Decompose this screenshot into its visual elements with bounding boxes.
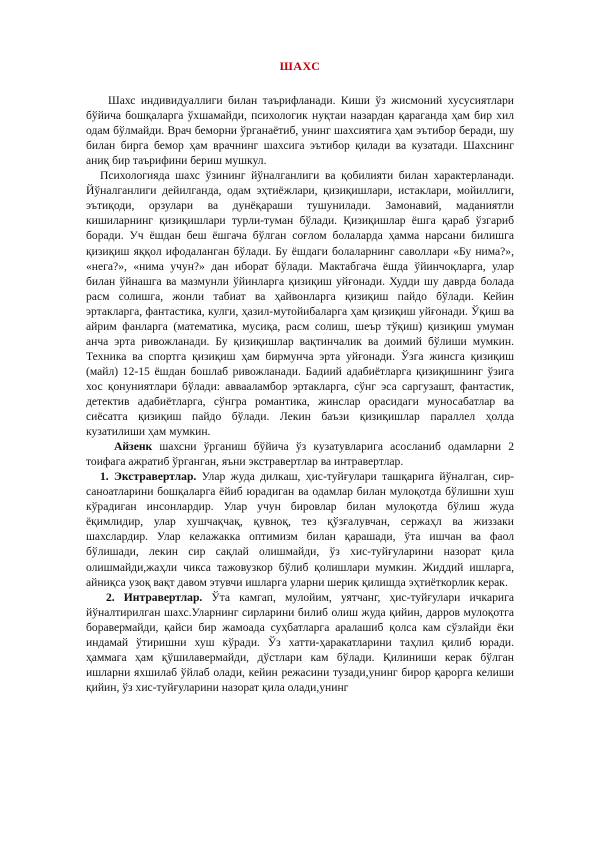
- eysenck-text: шахсни ўрганиш бўйича ўз кузатувларига асосланиб одамларни 2 тоифага ажратиб ўрганган, яъни экстравертлар ва интравертлар.: [86, 440, 514, 469]
- page-title: ШАХС: [279, 59, 321, 73]
- paragraph-eysenck: [86, 439, 514, 469]
- introverts-heading: 2. Интравертлар.: [106, 590, 203, 604]
- paragraph-introverts: [86, 590, 514, 695]
- introverts-text: Ўта камгап, мулойим, уятчанг, ҳис-туйғулари ичкарига йўналтирилган шахс.Уларнинг сирларини билиб олиш жуда қийин, дарров мулоқотга боравермайди, қайси бир жамоада суҳбатларга аралашиб қолса кам сўзлайди ёки индамай ўтиришни хуш кўради. Ўз хатти-ҳаракатларини таҳлил қилиб юради. ҳаммага ҳам қўшилавермайди, дўстлари кам бўлади. Қилиниши керак бўлган ишларни яхшилаб ўйлаб олади, кейин режасини тузади,унинг бирор қарорга келиши қийин, ўз хис-туйғуларини назорат қила олади,унинг: [86, 590, 514, 694]
- paragraph-orientation: Психологияда шахс ўзининг йўналганлиги ва қобилияти билан характерланади. Йўналганлиги дейилганда, одам эҳтиёжлари, қизиқишлари, истаклари, мойиллиги, эътиқоди, орзулари ва дунёқараши тушунилади. Замонавий, маданиятли кишиларнинг қизиқишлари турли-туман бўлади. Қизиқишлар ёшга қараб ўзгариб боради. Уч ёшдан беш ёшгача бўлган соғлом болаларда ҳамма нарсани билишга қизиқиш яққол ифодаланган бўлади. Бу ёшдаги болаларнинг саволлари «Бу нима?», «нега?», «нима учун?» дан иборат бўлади. Мактабгача ёшда ўйинчоқларга, улар билан ўйнашга ва мазмунли ўйинларга қизиқиш уйғонади. Худди шу даврда болада расм солишга, жонли табиат ва ҳайвонларга қизиқиш пайдо бўлади. Кейин эртакларга, фантастика, кулги, ҳазил-мутойибаларга ҳам қизиқиш уйғонади. Ўқиш ва айрим фанларга (математика, мусиқа, расм солиш, шеър тўқиш) қизиқиш умуман анча эрта ривожланади. Бу қизиқишлар вақтинчалик ва доимий бўлиши мумкин. Техника ва спортга қизиқиш ҳам бирмунча эрта уйғонади. Ўзга жинсга қизиқиш (майл) 12-15 ёшдан бошлаб ривожланади. Бадиий адабиётларга қизиқишнинг ўзига хос қонуниятлари бўлади: аввааламбор эртакларга, сўнг эса саргузашт, фантастик, детектив адабиётларга, сўнгра романтика, жинслар орасидаги муносабатлар ва сиёсатга қизиқиш пайдо бўлади. Лекин баъзи қизиқишлар параллел ҳолда кузатилиши ҳам мумкин.: [86, 169, 514, 439]
- eysenck-name: Айзенк: [114, 440, 153, 454]
- paragraph-intro: Шахс индивидуаллиги билан таърифланади. Киши ўз жисмоний хусусиятлари бўйича бошқаларга ўхшамайди, психологик нуқтаи назардан қараганда ҳам бир хил одам бўлмайди. Врач беморни ўрганаётиб, унинг шахсиятига ҳам эътибор беради, шу билан бирга бемор ҳам врачнинг шахсига эътибор қилади ва кузатади. Шахснинг аниқ бир таърифини бериш мушкул.: [86, 94, 514, 168]
- extraverts-text: Улар жуда дилкаш, ҳис-туйғулари ташқарига йўналган, сир-саноатларини бошқаларга ёйиб юрадиган ва одамлар билан мулоқотда бўлишни хуш кўрадиган инсонлардир. Улар учун бировлар билан мулоқотда бўлиш жуда ёқимлидир, улар хушчақчақ, қувноқ, тез қўзғалувчан, сержаҳл ва жиззаки шахслардир. Улар келажакка оптимизм билан қарашади, ўта ишчан ва фаол бўлишади, лекин сир сақлай олишмайди, ўз хис-туйғуларини назорат қила олишмайди,жаҳли чикса тажовузкор бўлиб қолишлари мумкин. Жиддий ишларга, айниқса узоқ вақт давом этувчи ишларга уларни шерик қилишда эҳтиёткорлик керак.: [86, 470, 514, 589]
- paragraph-extraverts: [86, 469, 514, 589]
- extraverts-heading: 1. Экстравертлар.: [100, 470, 197, 484]
